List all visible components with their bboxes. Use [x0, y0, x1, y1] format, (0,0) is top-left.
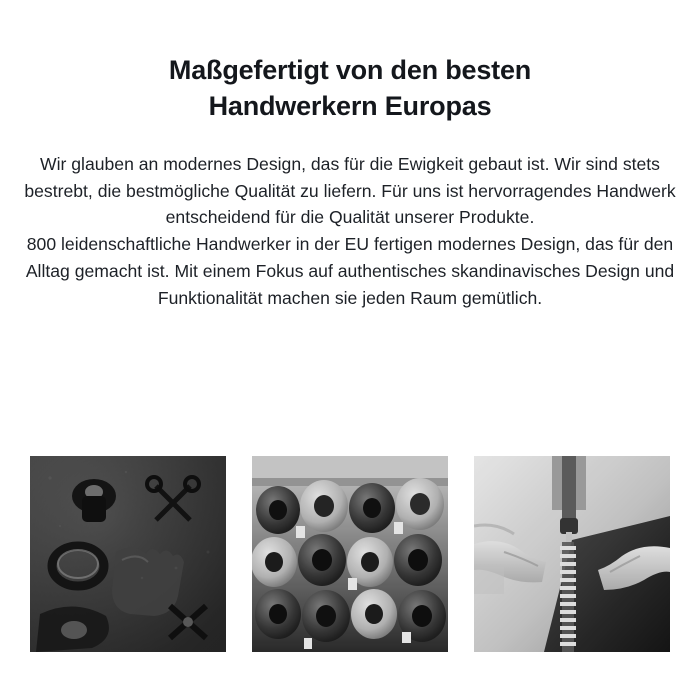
- page-title-line-2: Handwerkern Europas: [208, 91, 492, 122]
- photo-gallery: [0, 456, 700, 652]
- page-title-line-1: Maßgefertigt von den besten: [168, 55, 532, 85]
- workbench-tools-photo: [30, 456, 226, 652]
- hands-sewing-zipper-photo: [474, 456, 670, 652]
- body-paragraph-2: 800 leidenschaftliche Handwerker in der EU fertigen modernes Design, das für den Alltag gemacht ist. Mit einem Fokus auf authentisches skandinavisches Design und Funktionalität machen sie jeden Raum gemütlich.: [25, 234, 675, 308]
- page-title: [0, 0, 700, 125]
- body-paragraph-1: Wir glauben an modernes Design, das für die Ewigkeit gebaut ist. Wir sind stets bestrebt, die bestmögliche Qualität zu liefern. Für uns ist hervorragendes Handwerk entscheidend für die Qualität unserer Produkte.: [24, 153, 676, 228]
- body-copy: [0, 125, 700, 311]
- leather-rolls-shelf-photo: [252, 456, 448, 652]
